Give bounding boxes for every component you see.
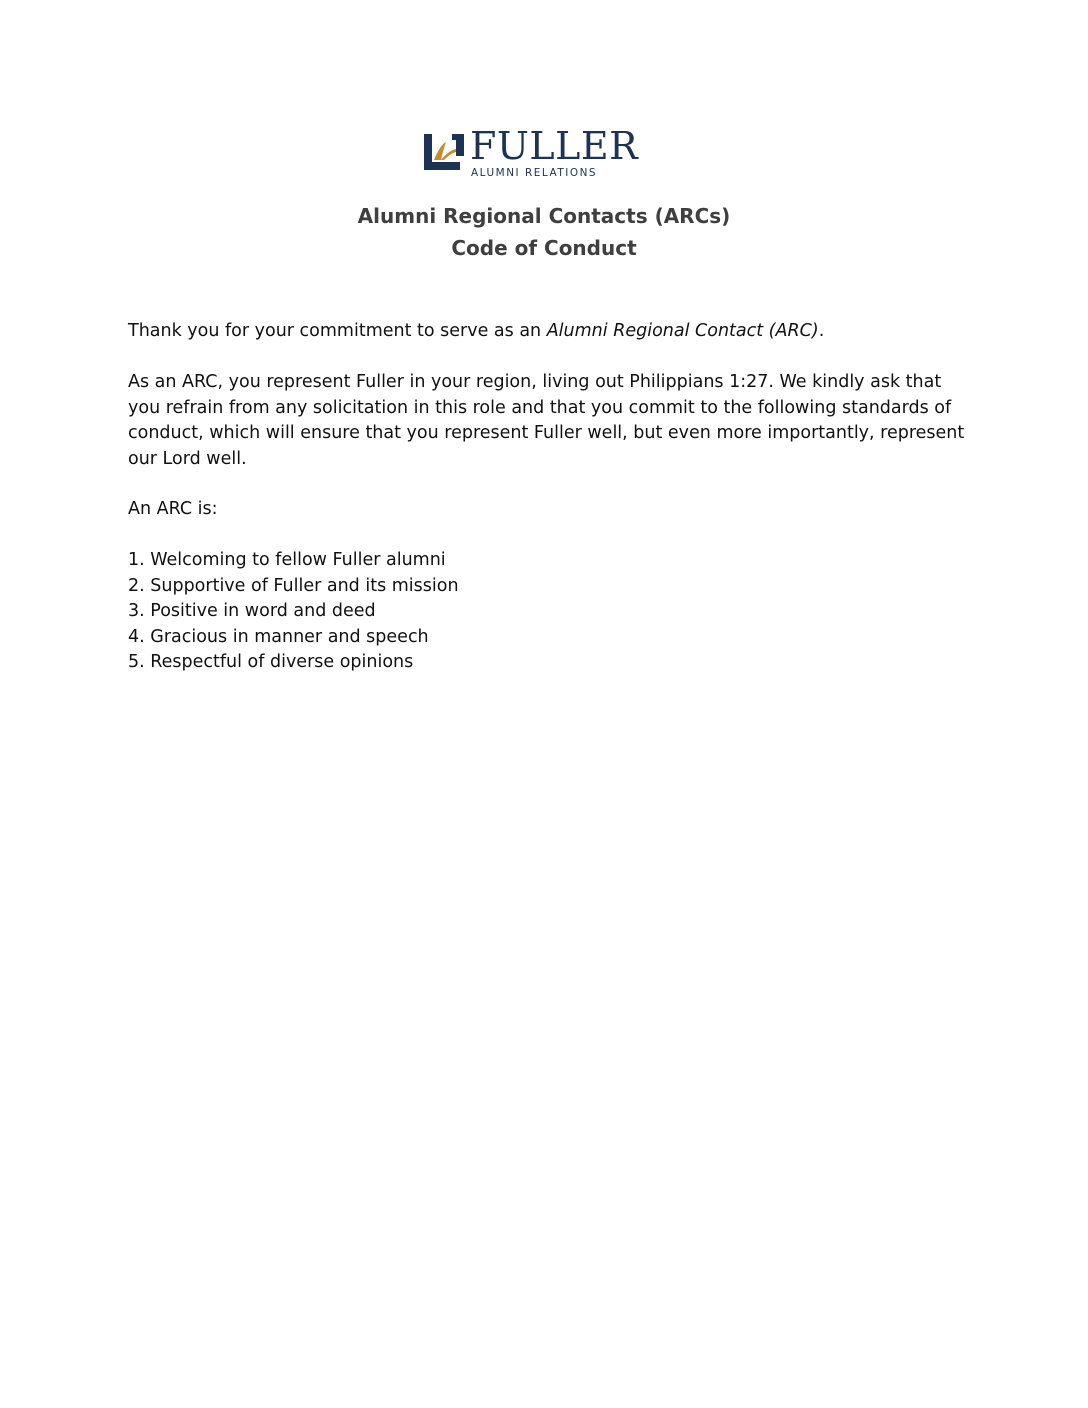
list-item: 2. Supportive of Fuller and its mission xyxy=(128,575,459,596)
fuller-logo-mark-icon xyxy=(422,130,466,172)
list-intro: An ARC is: xyxy=(128,499,218,519)
intro-prefix: Thank you for your commitment to serve as an xyxy=(128,321,547,341)
logo-subtitle: ALUMNI RELATIONS xyxy=(471,166,598,179)
intro-suffix: . xyxy=(818,321,825,341)
intro-emphasis: Alumni Regional Contact (ARC) xyxy=(546,321,819,341)
page-title: Alumni Regional Contacts (ARCs) xyxy=(357,204,731,228)
intro-sentence xyxy=(128,319,968,345)
list-item: 1. Welcoming to fellow Fuller alumni xyxy=(128,550,446,570)
list-item: 5. Respectful of diverse opinions xyxy=(128,652,414,673)
standards-list xyxy=(128,548,968,676)
list-item: 4. Gracious in manner and speech xyxy=(128,626,429,647)
fuller-logo xyxy=(420,126,670,184)
page-subtitle: Code of Conduct xyxy=(451,236,637,260)
body-paragraph: As an ARC, you represent Fuller in your region, living out Philippians 1:27. We kindly ask that you refrain from any solicitation in this role and that you commit to the following standards of conduct, which will ensure that you represent Fuller well, but even more importantly, represent our Lord well. xyxy=(128,372,965,469)
list-item: 3. Positive in word and deed xyxy=(128,601,376,622)
logo-wordmark: FULLER xyxy=(470,124,639,168)
